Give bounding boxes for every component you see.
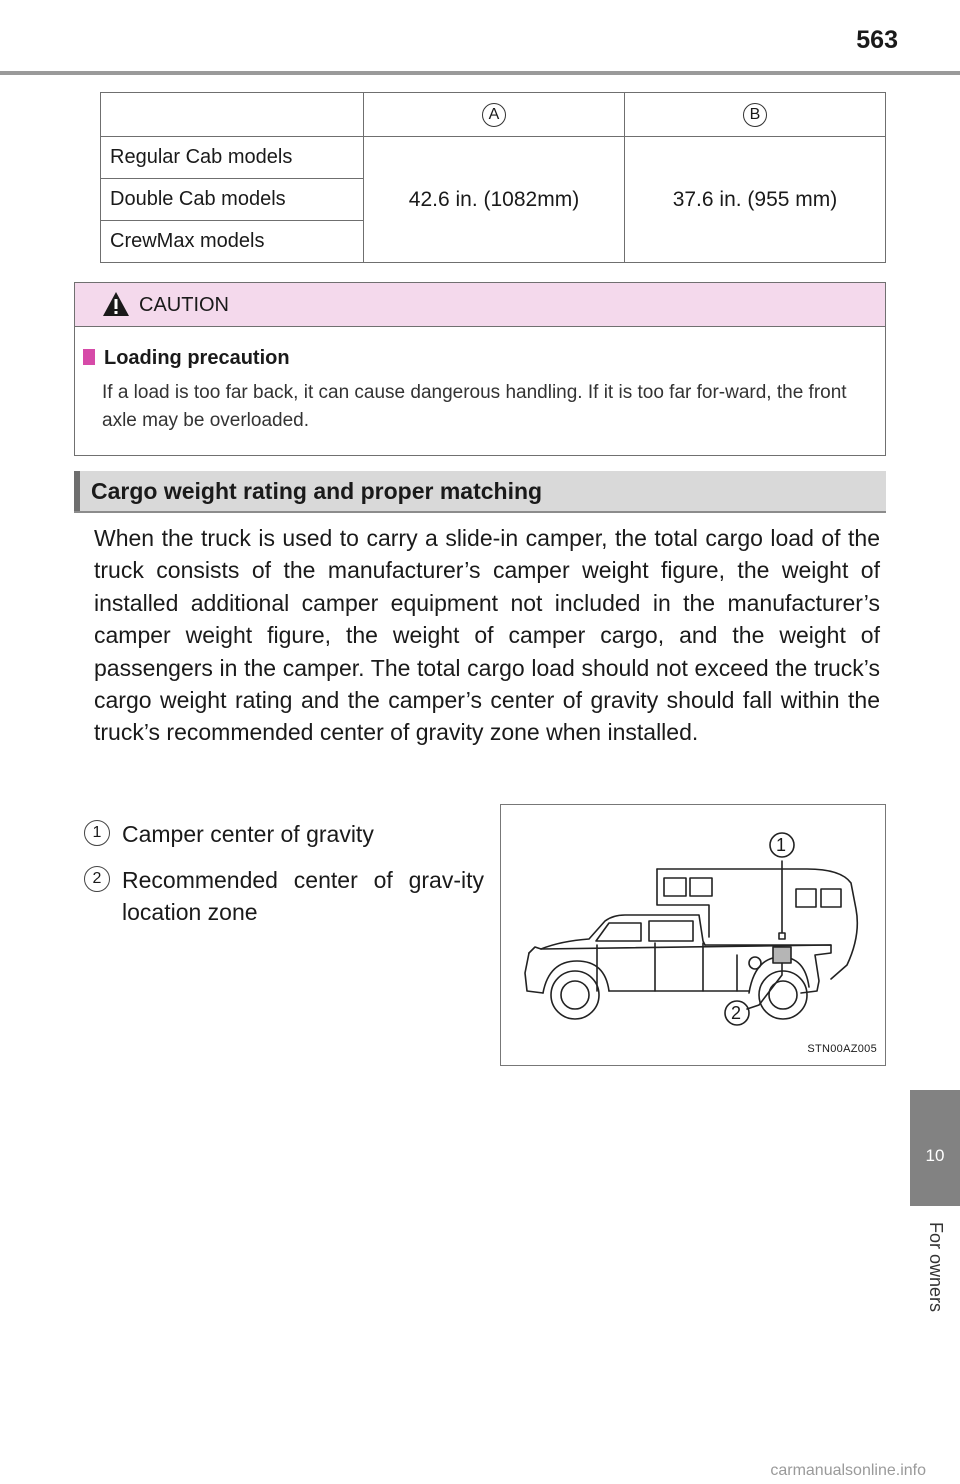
dimension-table xyxy=(100,92,886,263)
chapter-label: For owners xyxy=(926,1222,946,1313)
value-b-cell: 37.6 in. (955 mm) xyxy=(625,137,886,263)
callout-2-label: 2 xyxy=(731,1003,742,1023)
legend-item xyxy=(84,864,484,928)
truck-camper-drawing xyxy=(501,805,885,1065)
caution-subheading-text: Loading precaution xyxy=(104,347,290,369)
caution-text: If a load is too far back, it can cause dangerous handling. If it is too far for-ward, the front axle may be overloaded. xyxy=(102,382,847,431)
row-label-regular-cab: Regular Cab models xyxy=(101,137,364,179)
legend-number: 2 xyxy=(84,866,110,892)
value-a-cell: 42.6 in. (1082mm) xyxy=(364,137,625,263)
watermark: carmanualsonline.info xyxy=(770,1462,926,1479)
caution-title: CAUTION xyxy=(139,294,229,316)
caution-box xyxy=(74,282,886,456)
section-heading xyxy=(74,471,886,513)
header-rule xyxy=(0,71,960,75)
callout-1-label: 1 xyxy=(776,835,787,855)
table-corner-cell xyxy=(101,93,364,137)
section-heading-bar xyxy=(74,471,80,511)
square-bullet-icon xyxy=(83,349,95,365)
column-b-label: B xyxy=(743,103,767,127)
figure-code: STN00AZ005 xyxy=(807,1043,877,1055)
column-b-header xyxy=(625,93,886,137)
chapter-number: 10 xyxy=(925,1146,945,1165)
caution-header xyxy=(75,283,885,327)
legend-text: Recommended center of grav-ity location zone xyxy=(122,867,484,925)
table-header-row xyxy=(101,93,886,137)
figure-legend xyxy=(84,818,484,942)
legend-item xyxy=(84,818,484,850)
warning-icon xyxy=(102,291,130,317)
legend-text: Camper center of gravity xyxy=(122,821,374,847)
caution-subheading xyxy=(83,347,290,370)
legend-number: 1 xyxy=(84,820,110,846)
column-a-header xyxy=(364,93,625,137)
section-heading-text: Cargo weight rating and proper matching xyxy=(91,478,543,504)
chapter-tab xyxy=(910,1090,960,1206)
column-a-label: A xyxy=(482,103,506,127)
row-label-crewmax: CrewMax models xyxy=(101,221,364,263)
body-paragraph: When the truck is used to carry a slide-in camper, the total cargo load of the truck consists of the manufacturer’s camper weight figure, the weight of installed additional camper equipment not included in the manufacturer’s camper weight figure, the weight of camper cargo, and the weight of passengers in the camper. The total cargo load should not exceed the truck’s cargo weight rating and the camper’s center of gravity should fall within the truck’s recommended center of gravity zone when installed. xyxy=(94,525,880,746)
row-label-double-cab: Double Cab models xyxy=(101,179,364,221)
table-row xyxy=(101,137,886,179)
truck-camper-illustration xyxy=(500,804,886,1066)
page-number: 563 xyxy=(856,26,898,54)
